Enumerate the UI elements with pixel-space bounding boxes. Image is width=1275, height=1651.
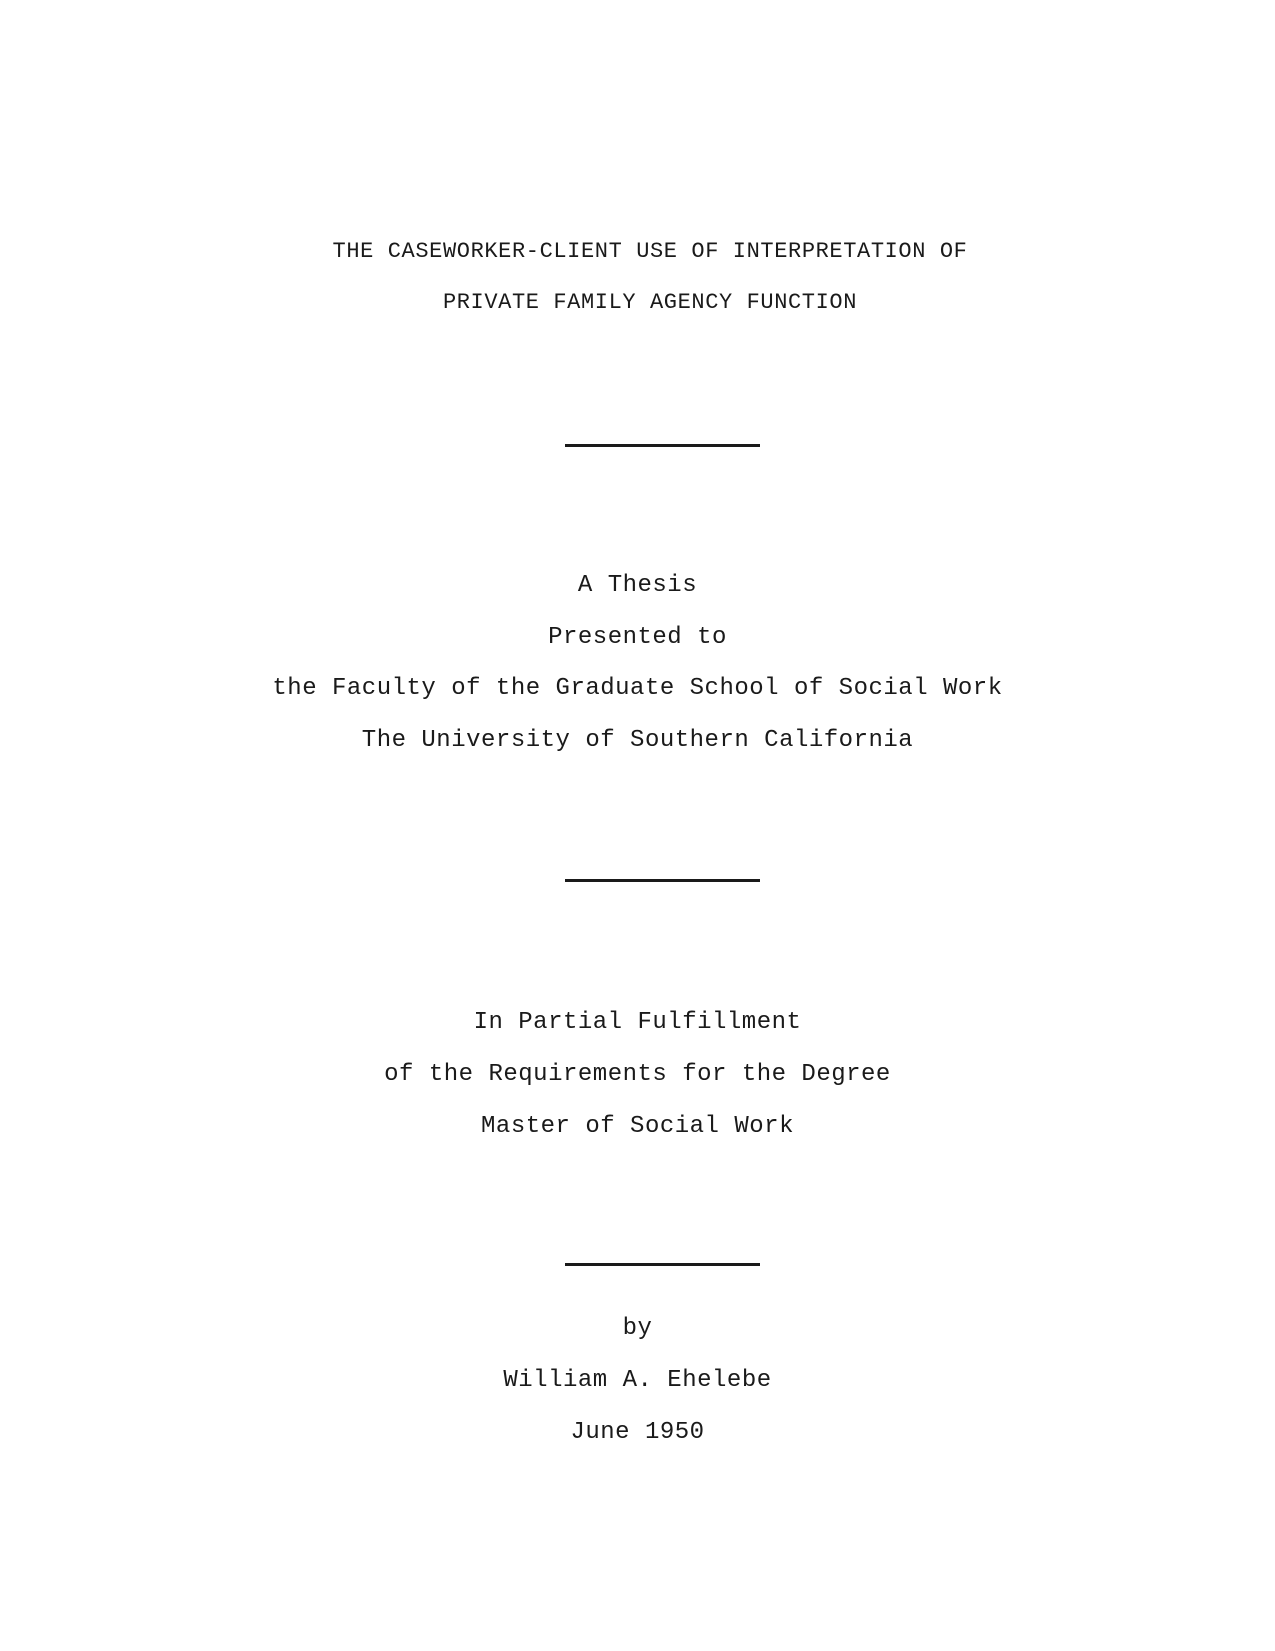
section-divider-2 xyxy=(565,879,760,882)
fulfillment-line-1: In Partial Fulfillment xyxy=(473,1009,802,1036)
section-divider-1 xyxy=(565,444,760,447)
by-label: by xyxy=(622,1315,653,1342)
presented-to: Presented to xyxy=(548,624,727,651)
submission-date: June 1950 xyxy=(570,1419,705,1446)
thesis-title-line-2: PRIVATE FAMILY AGENCY FUNCTION xyxy=(442,290,858,315)
faculty-line: the Faculty of the Graduate School of Social Work xyxy=(272,675,1003,702)
degree-line: Master of Social Work xyxy=(481,1113,794,1140)
university-line: The University of Southern California xyxy=(361,727,914,754)
section-divider-3 xyxy=(565,1263,760,1266)
thesis-title-line-1: THE CASEWORKER-CLIENT USE OF INTERPRETATION OF xyxy=(332,239,968,264)
author-name: William A. Ehelebe xyxy=(503,1367,772,1394)
document-type: A Thesis xyxy=(577,572,698,599)
fulfillment-line-2: of the Requirements for the Degree xyxy=(384,1061,891,1088)
